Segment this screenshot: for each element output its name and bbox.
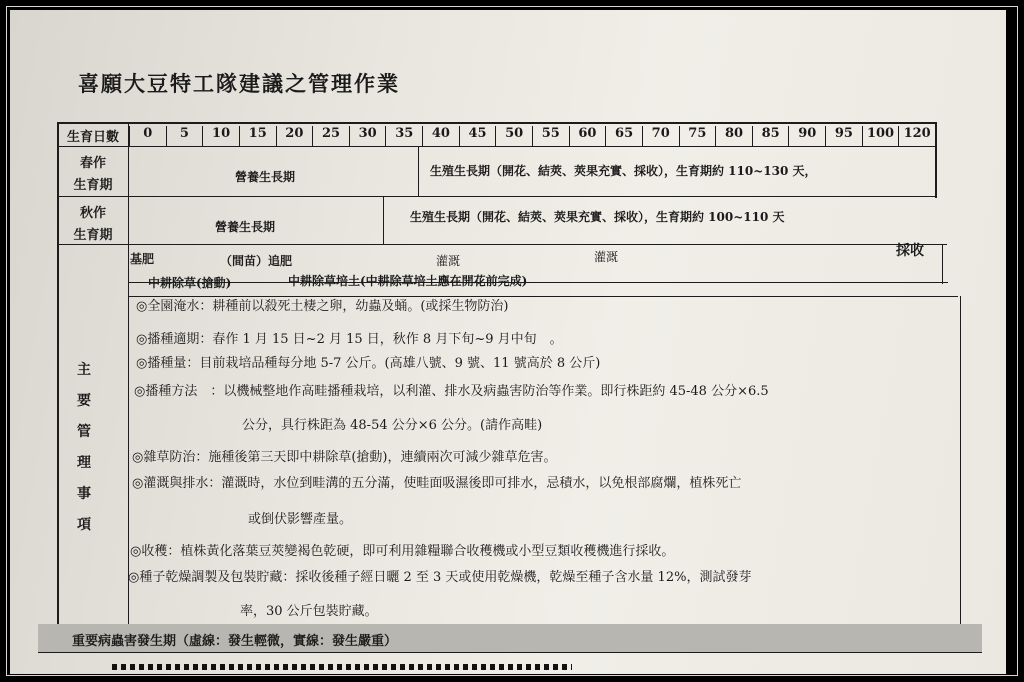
pest-dashed-line — [112, 664, 572, 670]
growth-day-cell: 85 — [752, 126, 789, 146]
autumn-vegetative: 營養生長期 — [215, 220, 276, 234]
spring-label: 春作 — [79, 156, 106, 171]
growth-day-cell: 50 — [495, 126, 532, 146]
autumn-label-sub: 生育期 — [73, 228, 113, 243]
growth-day-cell: 90 — [788, 126, 825, 146]
main-items-label-char: 理 — [77, 455, 91, 471]
item-flooding: ◎全園淹水：耕種前以殺死土棲之卵，幼蟲及蛹。(或採生物防治) — [136, 299, 509, 314]
table-border — [383, 197, 384, 245]
table-border — [418, 147, 419, 197]
item-irrigation: ◎灌溉與排水：灌溉時，水位到畦溝的五分滿，使畦面吸濕後即可排水，忌積水，以免根部腐爛，植株死亡 — [132, 476, 742, 491]
growth-day-cell: 10 — [202, 126, 239, 146]
document-sheet — [10, 10, 1006, 674]
main-items-label-char: 管 — [77, 424, 91, 440]
growth-day-cell: 120 — [898, 126, 935, 146]
document-title: 喜願大豆特工隊建議之管理作業 — [78, 71, 400, 96]
item-sowing-method: ◎播種方法 ：以機械整地作高畦播種栽培，以利灌、排水及病蟲害防治等作業。即行株距約 45-48 公分×6.5 — [134, 384, 769, 399]
item-sowing-period: ◎播種適期：春作 1 月 15 日~2 月 15 日，秋作 8 月下旬~9 月中旬 。 — [136, 332, 563, 347]
item-sowing-method-cont: 公分，具行株距為 48-54 公分×6 公分。(請作高畦) — [242, 418, 543, 433]
table-border — [960, 296, 961, 626]
main-items-label — [74, 355, 94, 541]
growth-day-cell: 95 — [825, 126, 862, 146]
table-border — [38, 652, 982, 653]
table-border — [57, 122, 937, 124]
table-border — [57, 244, 947, 245]
op-weeding-1: 中耕除草(搶動) — [148, 276, 232, 290]
spring-vegetative: 營養生長期 — [235, 170, 296, 184]
spring-reproductive: 生殖生長期（開花、結莢、莢果充實、採收），生育期約 110~130 天， — [430, 164, 817, 178]
spring-label-sub: 生育期 — [73, 178, 113, 193]
growth-days-label: 生育日數 — [66, 130, 119, 145]
table-border — [128, 122, 129, 642]
table-border — [57, 146, 937, 147]
op-irrigation-1: 灌溉 — [436, 254, 461, 268]
item-drying-storage: ◎種子乾燥調製及包裝貯藏：採收後種子經日曬 2 至 3 天或使用乾燥機，乾燥至種子含水量 12%，測試發芽 — [128, 570, 752, 585]
main-items-label-char: 項 — [77, 517, 91, 533]
growth-day-cell: 55 — [532, 126, 569, 146]
growth-day-cell: 25 — [312, 126, 349, 146]
op-basal-fertilizer: 基肥 — [130, 252, 155, 266]
growth-day-cell: 0 — [129, 126, 166, 146]
item-weed-control: ◎雜草防治：施種後第三天即中耕除草(搶動)，連續兩次可減少雜草危害。 — [132, 450, 557, 465]
growth-day-cell: 65 — [605, 126, 642, 146]
growth-day-cell: 30 — [349, 126, 386, 146]
autumn-reproductive: 生殖生長期（開花、結莢、莢果充實、採收），生育期約 100~110 天 — [410, 210, 785, 224]
table-border — [128, 282, 948, 283]
item-harvest: ◎收穫：植株黃化落葉豆莢變褐色乾硬，即可利用雜糧聯合收穫機或小型豆類收穫機進行採收。 — [130, 544, 675, 559]
growth-day-cell: 80 — [715, 126, 752, 146]
table-border — [935, 122, 937, 198]
growth-day-cell: 70 — [642, 126, 679, 146]
growth-day-cell: 45 — [459, 126, 496, 146]
table-border — [942, 244, 943, 284]
op-weeding-2: 中耕除草培土(中耕除草培土應在開花前完成) — [288, 274, 528, 288]
autumn-label: 秋作 — [79, 206, 106, 221]
growth-day-cell: 75 — [679, 126, 716, 146]
growth-day-cell: 5 — [166, 126, 203, 146]
main-items-label-char: 事 — [77, 486, 91, 502]
item-sowing-rate: ◎播種量：目前栽培品種每分地 5-7 公斤。(高雄八號、9 號、11 號高於 8 公斤) — [136, 356, 601, 371]
main-items-label-char: 主 — [77, 362, 91, 378]
growth-day-cell: 60 — [569, 126, 606, 146]
growth-day-cell: 40 — [422, 126, 459, 146]
op-topdressing: （間苗）追肥 — [220, 254, 293, 268]
main-items-label-char: 要 — [77, 393, 91, 409]
table-border — [57, 122, 59, 642]
growth-day-cell: 15 — [239, 126, 276, 146]
pest-header: 重要病蟲害發生期（虛線：發生輕微，實線：發生嚴重） — [72, 634, 398, 649]
growth-day-cell: 20 — [276, 126, 313, 146]
growth-day-cell: 35 — [385, 126, 422, 146]
item-drying-storage-cont: 率，30 公斤包裝貯藏。 — [240, 604, 378, 619]
item-irrigation-cont: 或倒伏影響產量。 — [248, 512, 353, 527]
growth-day-cell: 100 — [862, 126, 899, 146]
table-border — [57, 196, 937, 197]
op-harvest: 採收 — [896, 243, 924, 259]
op-irrigation-2: 灌溉 — [594, 250, 619, 264]
